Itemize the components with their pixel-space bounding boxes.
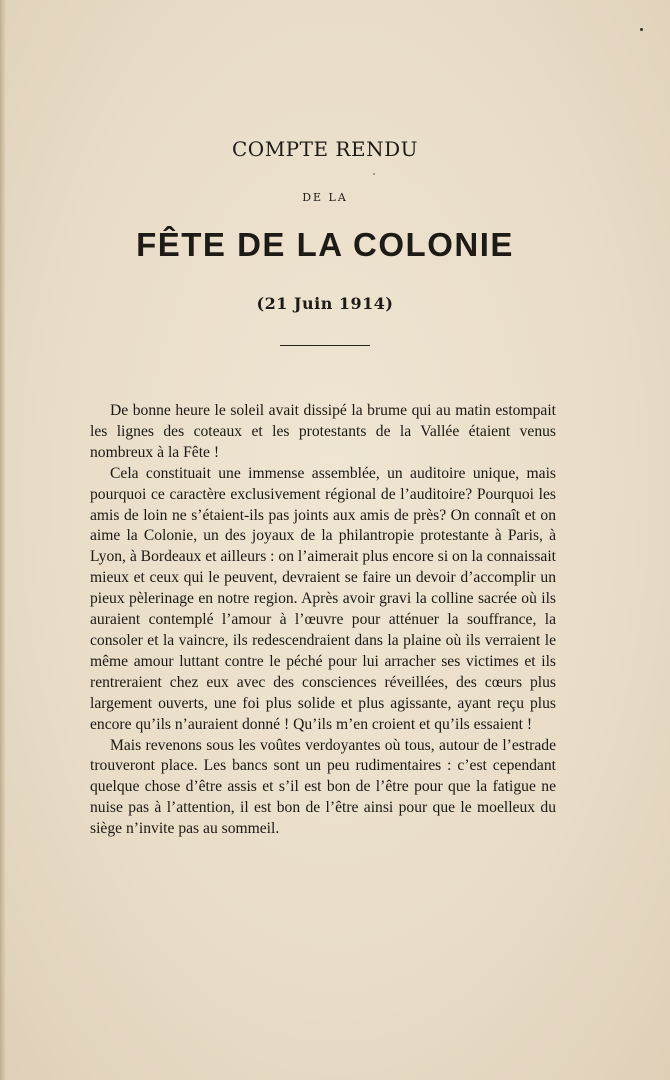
main-title: FÊTE DE LA COLONIE <box>136 226 514 263</box>
title-line-de-la: DE LA <box>302 191 348 204</box>
paragraph-3: Mais revenons sous les voûtes verdoyantes où tous, autour de l’estrade trouveront place. Les bancs sont un peu rudimentaires : c’est cependant quelque chose d’être assis et s’il est bon de l’être pour que la fatigue ne nuise pas à l’attention, il est bon de l’être ainsi pour que le moelleux du siège n’invite pas au sommeil. <box>90 736 556 838</box>
paper-speck <box>373 173 375 175</box>
paragraph-2: Cela constituait une immense assemblée, un auditoire unique, mais pourquoi ce caractère exclusivement régional de l’auditoire? Pourquoi les amis de loin ne s’étaient-ils pas joints aux amis de près? On connaît et on aime la Colonie, un des joyaux de la philantropie protestante à Paris, à Lyon, à Bordeaux et ailleurs : on l’aimerait plus encore si on la connaissait mieux et ceux qui le peuvent, devraient se faire un devoir d’accomplir un pieux pèlerinage en notre region. Après avoir gravi la colline sacrée où ils auraient contemplé l’amour à l’œuvre pour atténuer la souffrance, la consoler et la vaincre, ils redescendraient dans la plaine où ils verraient le même amour luttant contre le péché pour lui arracher ses victimes et ils rentreraient chez eux avec des consciences réveillées, des cœurs plus largement ouverts, une foi plus solide et plus agissante, ayant reçu plus encore qu’ils n’auraient donné ! Qu’ils m’en croient et qu’ils essaient ! <box>90 464 556 733</box>
title-line-compte-rendu: COMPTE RENDU <box>232 137 418 161</box>
title-divider <box>280 345 370 346</box>
date-subtitle: (21 Juin 1914) <box>256 294 394 313</box>
paragraph-1: De bonne heure le soleil avait dissipé la brume qui au matin estompait les lignes des coteaux et les protestants de la Vallée étaient venus nombreux à la Fête ! <box>90 402 556 461</box>
article-body <box>90 401 556 840</box>
paper-speck <box>640 28 643 31</box>
page-binding-edge <box>0 0 6 1080</box>
